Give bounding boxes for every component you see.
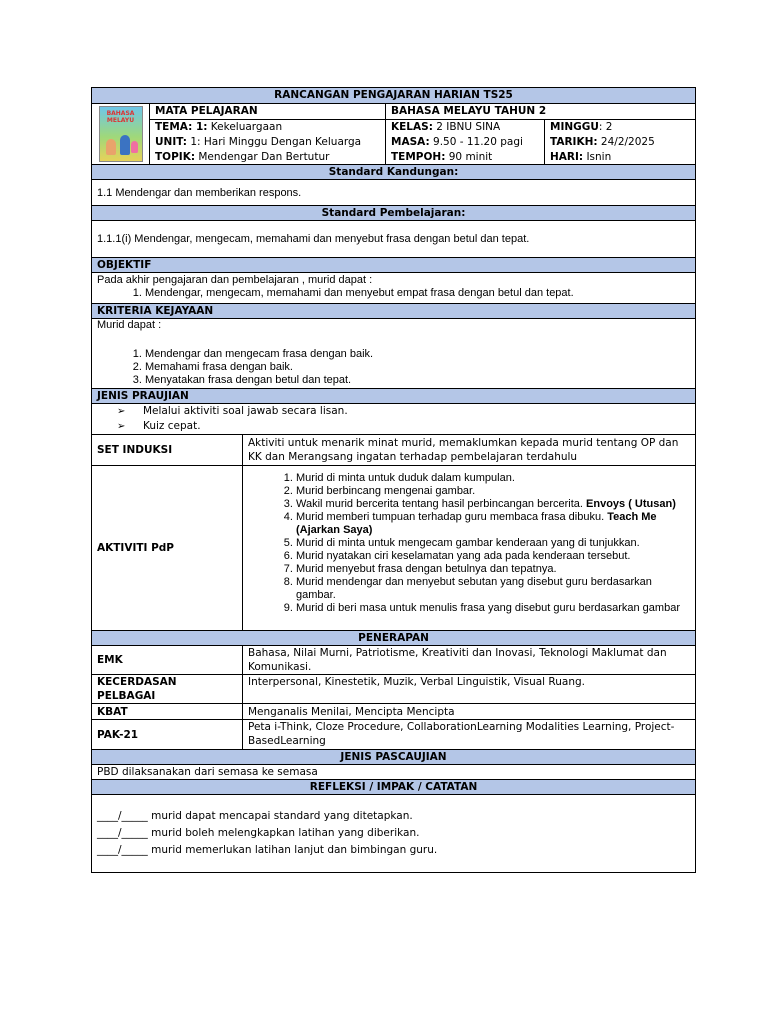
tema-cell: TEMA: 1: Kekeluargaan	[150, 120, 386, 135]
objektif-content	[92, 273, 696, 304]
set-induksi-text: Aktiviti untuk menarik minat murid, memaklumkan kepada murid tentang OP dan KK dan Merangsang ingatan terhadap pembelajaran terdahulu	[243, 435, 696, 466]
topik-cell: TOPIK: Mendengar Dan Bertutur	[150, 150, 386, 165]
refleksi-line: ____/_____ murid dapat mencapai standard yang ditetapkan.	[97, 810, 413, 822]
standard-pembelajaran-header: Standard Pembelajaran:	[92, 206, 696, 221]
lesson-plan-document	[91, 87, 695, 873]
kbat-label: KBAT	[92, 704, 243, 720]
refleksi-header: REFLEKSI / IMPAK / CATATAN	[92, 780, 696, 795]
aktiviti-item: 5. Murid di minta untuk mengecam gambar kenderaan yang di tunjukkan.	[296, 537, 690, 550]
aktiviti-item: 3. Wakil murid bercerita tentang hasil perbincangan bercerita. Envoys ( Utusan)	[296, 498, 690, 511]
praujian-item: ➢ Melalui aktiviti soal jawab secara lisan.	[117, 404, 690, 419]
pak21-label: PAK-21	[92, 720, 243, 750]
emk-label: EMK	[92, 646, 243, 675]
hari-cell: HARI: Isnin	[545, 150, 696, 165]
praujian-header: JENIS PRAUJIAN	[92, 389, 696, 404]
kriteria-content	[92, 319, 696, 389]
pascaujian-text: PBD dilaksanakan dari semasa ke semasa	[92, 765, 696, 780]
refleksi-content	[92, 795, 696, 873]
objektif-header: OBJEKTIF	[92, 258, 696, 273]
penerapan-header: PENERAPAN	[92, 631, 696, 646]
standard-kandungan-header: Standard Kandungan:	[92, 165, 696, 180]
kecerdasan-value: Interpersonal, Kinestetik, Muzik, Verbal Linguistik, Visual Ruang.	[243, 675, 696, 704]
refleksi-line: ____/_____ murid boleh melengkapkan latihan yang diberikan.	[97, 827, 420, 839]
subject-label: MATA PELAJARAN	[150, 104, 386, 120]
set-induksi-label: SET INDUKSI	[92, 435, 243, 466]
document-title: RANCANGAN PENGAJARAN HARIAN TS25	[92, 88, 696, 104]
aktiviti-content	[243, 466, 696, 631]
refleksi-line: ____/_____ murid memerlukan latihan lanjut dan bimbingan guru.	[97, 844, 438, 856]
aktiviti-item: 4. Murid memberi tumpuan terhadap guru membaca frasa dibuku. Teach Me (Ajarkan Saya)	[296, 511, 690, 537]
aktiviti-item: 9. Murid di beri masa untuk menulis frasa yang disebut guru berdasarkan gambar	[296, 602, 690, 615]
kecerdasan-label: KECERDASAN PELBAGAI	[92, 675, 243, 704]
pak21-value: Peta i-Think, Cloze Procedure, CollaborationLearning Modalities Learning, Project-BasedLearning	[243, 720, 696, 750]
kriteria-item: 3. Menyatakan frasa dengan betul dan tepat.	[145, 374, 690, 387]
minggu-cell: MINGGU: 2	[545, 120, 696, 135]
kelas-cell: KELAS: 2 IBNU SINA	[386, 120, 545, 135]
subject-value: BAHASA MELAYU TAHUN 2	[386, 104, 696, 120]
kriteria-intro: Murid dapat :	[97, 319, 162, 331]
aktiviti-item: 2. Murid berbincang mengenai gambar.	[296, 485, 690, 498]
kriteria-item: 2. Memahami frasa dengan baik.	[145, 361, 690, 374]
tarikh-cell: TARIKH: 24/2/2025	[545, 135, 696, 150]
pascaujian-header: JENIS PASCAUJIAN	[92, 750, 696, 765]
cover-title: BAHASA MELAYU	[106, 110, 135, 124]
textbook-cover-cell	[92, 104, 150, 165]
masa-cell: MASA: 9.50 - 11.20 pagi	[386, 135, 545, 150]
aktiviti-label: AKTIVITI PdP	[92, 466, 243, 631]
kbat-value: Menganalis Menilai, Mencipta Mencipta	[243, 704, 696, 720]
emk-value: Bahasa, Nilai Murni, Patriotisme, Kreativiti dan Inovasi, Teknologi Maklumat dan Komunikasi.	[243, 646, 696, 675]
objektif-intro: Pada akhir pengajaran dan pembelajaran , murid dapat :	[97, 274, 373, 286]
aktiviti-item: 1. Murid di minta untuk duduk dalam kumpulan.	[296, 472, 690, 485]
praujian-content	[92, 404, 696, 435]
textbook-cover-image	[99, 106, 143, 162]
objektif-item: 1. Mendengar, mengecam, memahami dan menyebut empat frasa dengan betul dan tepat.	[145, 287, 690, 300]
kriteria-header: KRITERIA KEJAYAAN	[92, 304, 696, 319]
aktiviti-item: 8. Murid mendengar dan menyebut sebutan yang disebut guru berdasarkan gambar.	[296, 576, 690, 602]
standard-kandungan-text: 1.1 Mendengar dan memberikan respons.	[92, 180, 696, 206]
aktiviti-item: 7. Murid menyebut frasa dengan betulnya dan tepatnya.	[296, 563, 690, 576]
tempoh-cell: TEMPOH: 90 minit	[386, 150, 545, 165]
lesson-plan-table	[91, 87, 696, 873]
unit-cell: UNIT: 1: Hari Minggu Dengan Keluarga	[150, 135, 386, 150]
praujian-item: ➢ Kuiz cepat.	[117, 419, 690, 434]
standard-pembelajaran-text: 1.1.1(i) Mendengar, mengecam, memahami dan menyebut frasa dengan betul dan tepat.	[92, 221, 696, 258]
aktiviti-item: 6. Murid nyatakan ciri keselamatan yang ada pada kenderaan tersebut.	[296, 550, 690, 563]
kriteria-item: 1. Mendengar dan mengecam frasa dengan baik.	[145, 348, 690, 361]
